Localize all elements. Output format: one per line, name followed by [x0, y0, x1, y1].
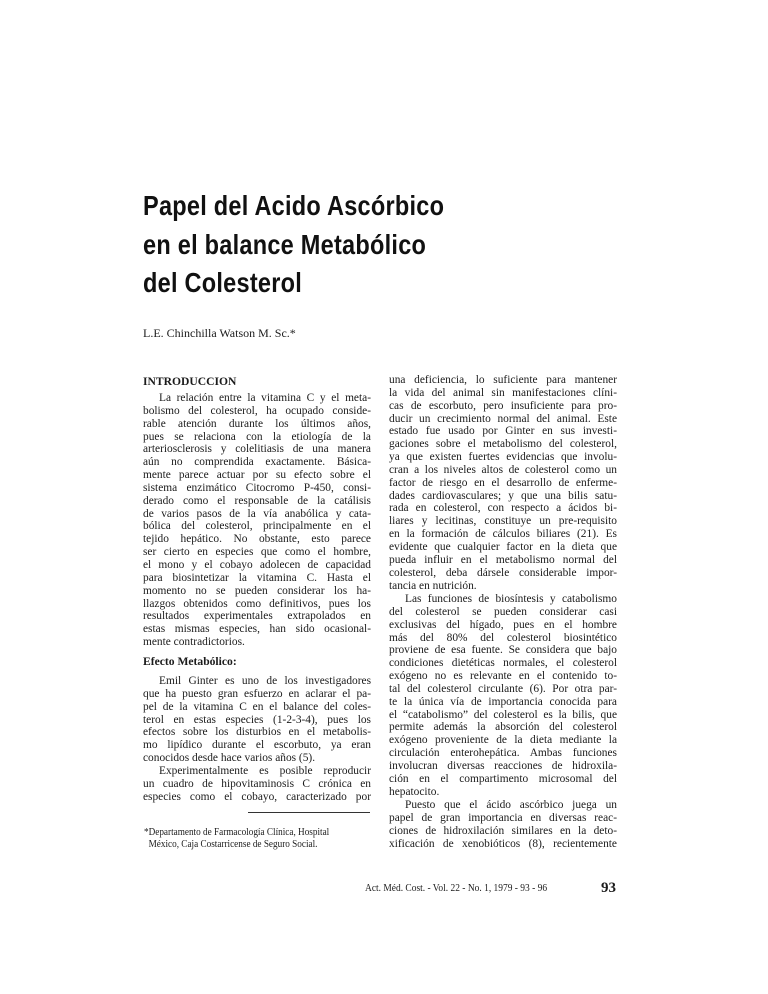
- article-title: [143, 187, 444, 303]
- text-line: La relación entre la vitamina C y el meta-: [159, 392, 371, 404]
- text-line: condiciones dietéticas normales, el colesterol: [389, 657, 617, 670]
- text-line: que ha puesto gran esfuerzo en aclarar el pa-: [143, 687, 371, 700]
- paragraph: [389, 799, 617, 850]
- text-line: ya que existen fuertes evidencias que involu-: [389, 451, 617, 464]
- text-line: xificación de xenobióticos (8), recientemente: [389, 837, 617, 850]
- title-line: Papel del Acido Ascórbico: [143, 190, 445, 221]
- text-line: exógeno no es relevante en el contenido to-: [389, 670, 617, 683]
- text-line: gaciones sobre el metabolismo del colesterol,: [389, 438, 617, 451]
- text-line: la vida del animal sin manifestaciones clíni-: [389, 386, 617, 399]
- text-line: liares y lecitinas, constituye un pre-requisito: [389, 515, 617, 528]
- text-line: arteriosclerosis y colelitiasis de una manera: [143, 443, 371, 456]
- text-line: tejido hepático. No obstante, esto parece: [143, 533, 371, 546]
- text-line: evidente que cualquier factor en la dieta que: [389, 540, 617, 553]
- text-line: cran a los niveles altos de colesterol como un: [389, 463, 617, 476]
- text-line: especies como el cobayo, caracterizado por: [143, 790, 371, 803]
- paragraph: [143, 675, 371, 765]
- text-line: tancia en nutrición.: [389, 579, 477, 592]
- text-line: ción en el compartimento microsomal del: [389, 772, 617, 785]
- text-line: hepatocito.: [389, 785, 440, 798]
- section-heading-introduccion: INTRODUCCION: [143, 375, 237, 388]
- text-line: conocidos desde hace varios años (5).: [143, 752, 316, 765]
- text-line: ciones de hidroxilación similares en la deto-: [389, 824, 617, 837]
- text-line: pel de la vitamina C en el balance del coles-: [143, 700, 371, 713]
- text-line: pueda influir en el metabolismo normal del: [389, 553, 617, 566]
- text-line: en la formación de cálculos biliares (21). Es: [389, 528, 617, 541]
- text-line: mente contradictorios.: [143, 636, 245, 649]
- paragraph: [389, 374, 617, 592]
- text-line: sistema enzimático Citocromo P-450, consi-: [143, 481, 371, 494]
- text-line: mente parece actuar por su efecto sobre el: [143, 469, 371, 482]
- text-line: una deficiencia, lo suficiente para mantener: [389, 374, 617, 386]
- text-line: circulación enterohepática. Ambas funciones: [389, 747, 617, 760]
- text-line: te la única vía de importancia conocida para: [389, 695, 617, 708]
- footnote: [144, 827, 354, 851]
- text-line: involucran diversas reacciones de hidroxila-: [389, 759, 617, 772]
- paragraph: [143, 392, 371, 649]
- text-line: aún no comprendida exactamente. Básica-: [143, 456, 371, 469]
- text-line: factor de riesgo en el desarrollo de enferme-: [389, 476, 617, 489]
- text-line: dades cardiovasculares; y que una bilis satu-: [389, 489, 617, 502]
- text-line: resultados experimentales extrapolados en: [143, 610, 371, 623]
- text-line: llazgos obtenidos como definitivos, pues los: [143, 597, 371, 610]
- text-line: ser cierto en especies que como el hombre,: [143, 546, 371, 559]
- journal-citation: Act. Méd. Cost. - Vol. 22 - No. 1, 1979 - 93 - 96: [365, 883, 548, 894]
- text-line: de varios pasos de la vía anabólica y cata-: [143, 507, 371, 520]
- page-number: 93: [601, 880, 616, 896]
- title-line: del Colesterol: [143, 267, 303, 298]
- text-line: estas mismas especies, han sido ocasional-: [143, 623, 371, 636]
- footnote-divider: [248, 812, 370, 813]
- text-line: permite además la absorción del colesterol: [389, 721, 617, 734]
- text-line: el mono y el cobayo adolecen de capacidad: [143, 558, 371, 571]
- text-line: momento no se pueden considerar los ha-: [143, 584, 371, 597]
- text-line: bolismo del colesterol, ha ocupado conside-: [143, 404, 371, 417]
- text-line: rada en colesterol, con respecto a ácidos bi-: [389, 502, 617, 515]
- paragraph: [143, 765, 371, 804]
- text-line: bólica del colesterol, principalmente en el: [143, 520, 371, 533]
- text-line: exógeno proveniente de la dieta mediante la: [389, 734, 617, 747]
- footnote-line: México, Caja Costarricense de Seguro Social.: [148, 839, 318, 850]
- text-line: terol en estas especies (1-2-3-4), pues los: [143, 713, 371, 726]
- text-line: pues se relaciona con la etiología de la: [143, 430, 371, 443]
- text-line: exclusivas del hígado, pues en el hombre: [389, 618, 617, 631]
- text-line: un cuadro de hipovitaminosis C crónica en: [143, 777, 371, 790]
- author-line: L.E. Chinchilla Watson M. Sc.*: [143, 326, 296, 340]
- text-line: efectos sobre los disturbios en el metabolis-: [143, 726, 371, 739]
- paragraph: [389, 593, 617, 799]
- text-line: Las funciones de biosíntesis y catabolismo: [405, 593, 617, 605]
- text-line: Puesto que el ácido ascórbico juega un: [405, 799, 617, 811]
- footnote-line: *Departamento de Farmacología Clínica, Hospital: [144, 827, 330, 838]
- text-line: rable atención durante los últimos años,: [143, 417, 371, 430]
- text-line: Emil Ginter es uno de los investigadores: [159, 675, 371, 687]
- text-line: derado como el responsable de la catálisis: [143, 494, 371, 507]
- text-line: proviene de esa fuente. Se considera que bajo: [389, 644, 617, 657]
- text-line: estado fue usado por Ginter en sus investi-: [389, 425, 617, 438]
- text-line: el “catabolismo” del colesterol es la bilis, que: [389, 708, 617, 721]
- section-heading-efecto-metabolico: Efecto Metabólico:: [143, 655, 237, 668]
- text-line: mo lipídico durante el escorbuto, ya eran: [143, 739, 371, 752]
- text-line: papel de gran importancia en diversas reac-: [389, 811, 617, 824]
- text-line: ducir un crecimiento normal del animal. Este: [389, 412, 617, 425]
- title-line: en el balance Metabólico: [143, 228, 427, 260]
- text-line: cas de escorbuto, pero insuficiente para pro-: [389, 399, 617, 412]
- text-line: tal del colesterol circulante (6). Por otra par-: [389, 682, 617, 695]
- text-line: Experimentalmente es posible reproducir: [159, 765, 371, 777]
- text-line: colesterol, deba dársele considerable impor-: [389, 566, 617, 579]
- text-line: más del 80% del colesterol biosintético: [389, 631, 617, 644]
- text-line: para biosintetizar la vitamina C. Hasta el: [143, 571, 371, 584]
- text-line: del colesterol se pueden considerar casi: [389, 605, 617, 618]
